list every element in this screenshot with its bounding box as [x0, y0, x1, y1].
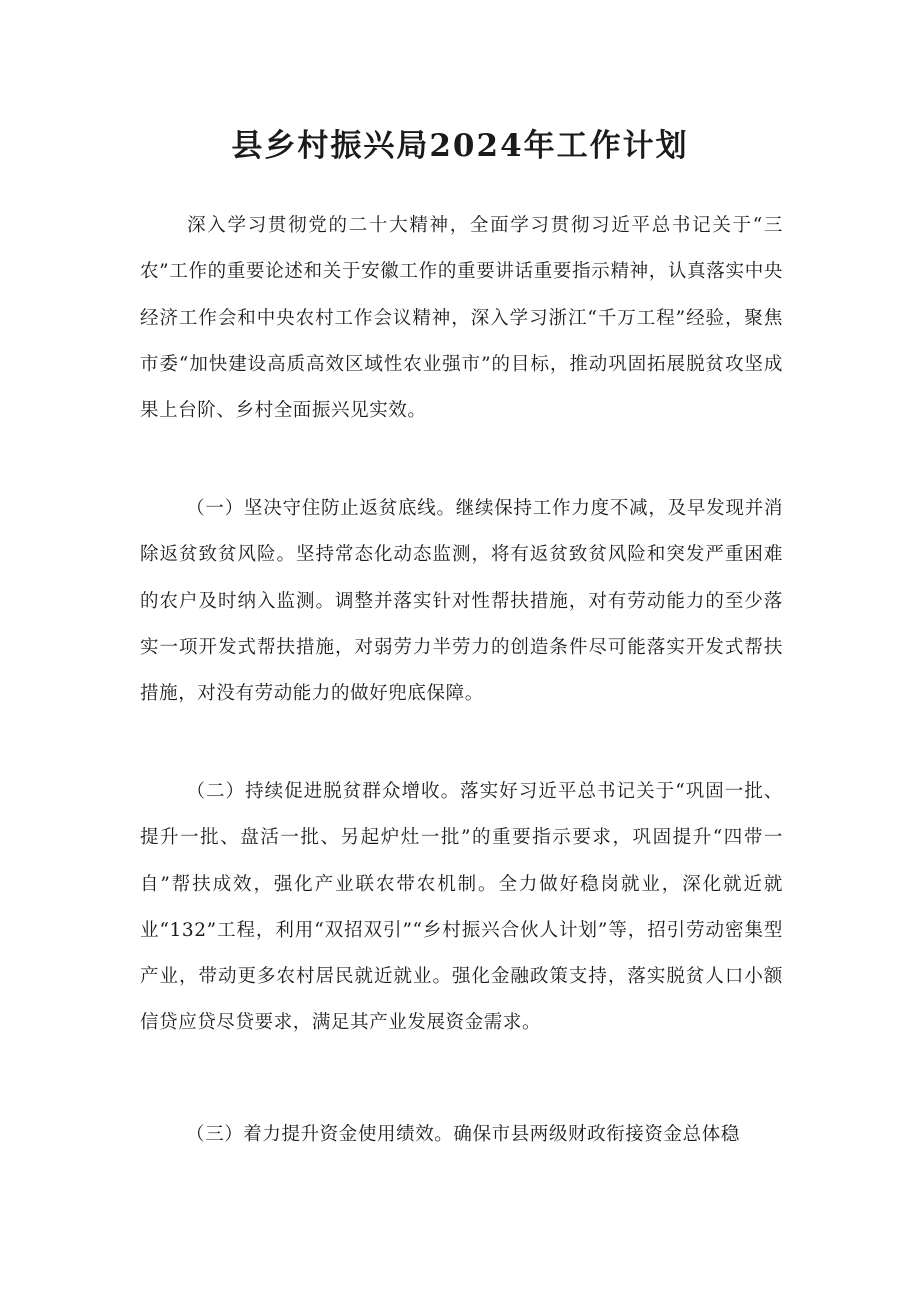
document-title: 县乡村振兴局2024年工作计划: [231, 128, 689, 164]
paragraph-section-1: [140, 486, 783, 717]
paragraph-section-3: [140, 1112, 783, 1158]
paragraph-text: 深入学习贯彻党的二十大精神，全面学习贯彻习近平总书记关于“三农”工作的重要论述和关于安徽工作的重要讲话重要指示精神，认真落实中央经济工作会和中央农村工作会议精神，深入学习浙江“千万工程”经验，聚焦市委“加快建设高质高效区域性农业强市”的目标，推动巩固拓展脱贫攻坚成果上台阶、乡村全面振兴见实效。: [140, 215, 783, 422]
paragraph-intro: [140, 203, 783, 434]
paragraph-text: （三）着力提升资金使用绩效。确保市县两级财政衔接资金总体稳: [186, 1124, 740, 1145]
paragraph-text: （一）坚决守住防止返贫底线。继续保持工作力度不减，及早发现并消除返贫致贫风险。坚持常态化动态监测，将有返贫致贫风险和突发严重困难的农户及时纳入监测。调整并落实针对性帮扶措施，对有劳动能力的至少落实一项开发式帮扶措施，对弱劳力半劳力的创造条件尽可能落实开发式帮扶措施，对没有劳动能力的做好兜底保障。: [140, 498, 783, 705]
paragraph-text: （二）持续促进脱贫群众增收。落实好习近平总书记关于“巩固一批、提升一批、盘活一批、另起炉灶一批”的重要指示要求，巩固提升“四带一自”帮扶成效，强化产业联农带农机制。全力做好稳岗就业，深化就近就业“132”工程，利用“双招双引”“乡村振兴合伙人计划”等，招引劳动密集型产业，带动更多农村居民就近就业。强化金融政策支持，落实脱贫人口小额信贷应贷尽贷要求，满足其产业发展资金需求。: [140, 781, 783, 1034]
paragraph-section-2: [140, 769, 783, 1047]
